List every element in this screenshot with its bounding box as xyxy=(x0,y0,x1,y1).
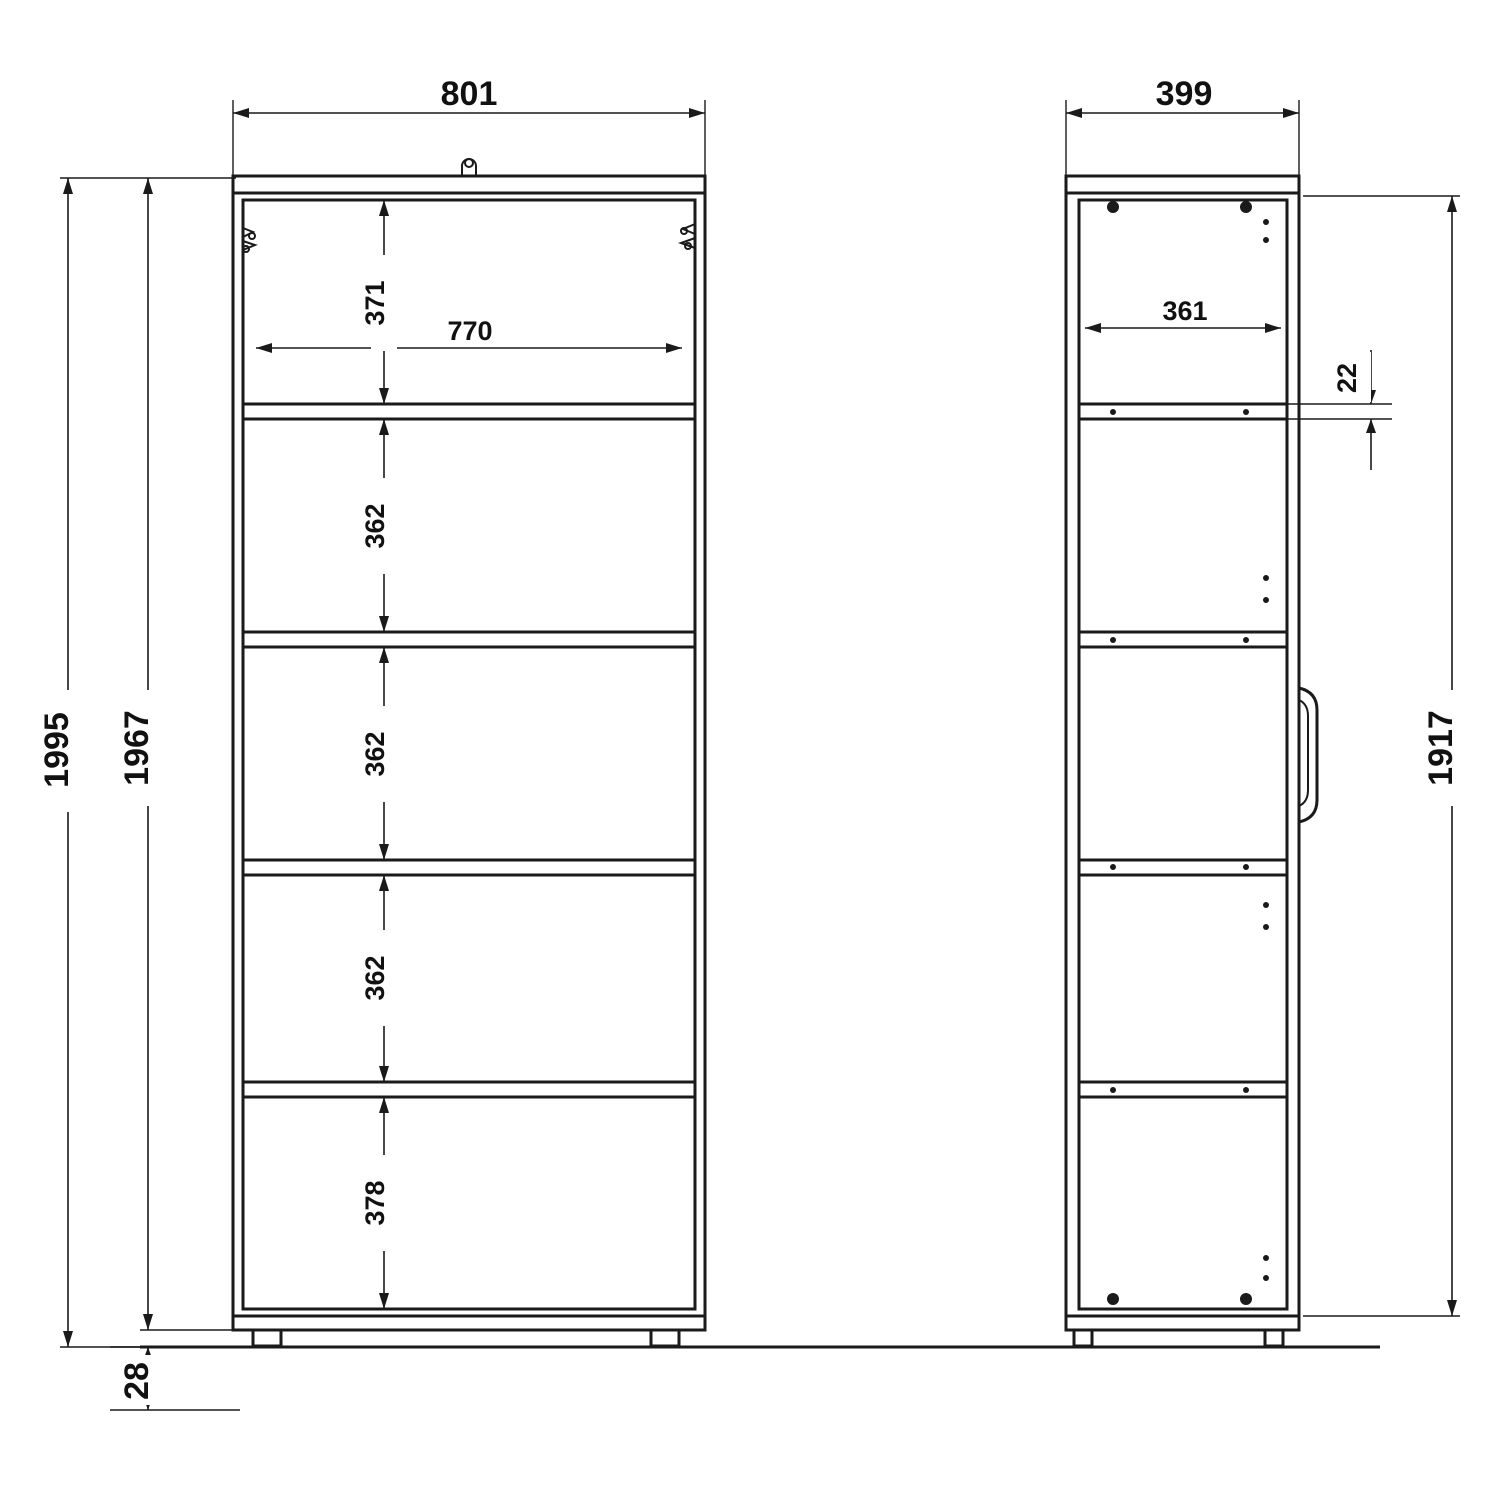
dim-label-overall-height: 1995 xyxy=(38,712,76,788)
dim-label-shelf-2: 362 xyxy=(360,503,390,549)
front-plinth xyxy=(233,1316,705,1330)
side-foot-back xyxy=(1265,1330,1283,1346)
dim-side-height xyxy=(1303,196,1468,1316)
dim-label-panel-thickness: 22 xyxy=(1332,362,1362,394)
front-top-knob-hole xyxy=(465,159,473,167)
side-foot-front xyxy=(1074,1330,1092,1346)
dim-label-front-width: 801 xyxy=(440,75,498,113)
dim-label-side-height: 1917 xyxy=(1422,710,1460,786)
dim-label-side-depth: 399 xyxy=(1155,75,1213,113)
side-top-panel xyxy=(1066,176,1299,193)
side-door-handle xyxy=(1299,688,1317,822)
dim-label-shelf-3: 362 xyxy=(360,731,390,777)
front-foot-left xyxy=(253,1330,281,1346)
dim-label-foot-height: 28 xyxy=(118,1362,156,1400)
side-carcass-outline xyxy=(1066,193,1299,1316)
front-top-panel xyxy=(233,176,705,193)
side-plinth xyxy=(1066,1316,1299,1330)
dim-label-shelf-4: 362 xyxy=(360,955,390,1001)
front-foot-right xyxy=(651,1330,679,1346)
front-carcass-outline xyxy=(233,193,705,1316)
dim-label-carcass-height: 1967 xyxy=(118,710,156,786)
dim-foot-height xyxy=(110,1347,240,1410)
dim-label-shelf-5: 378 xyxy=(360,1180,390,1226)
dim-panel-thickness xyxy=(1287,350,1392,470)
dim-label-front-inner-width: 770 xyxy=(447,316,493,346)
dim-side-depth xyxy=(1066,75,1299,180)
dim-label-shelf-1: 371 xyxy=(360,280,390,326)
dim-label-side-inner-depth: 361 xyxy=(1162,296,1208,326)
dim-front-width xyxy=(233,75,705,180)
side-view xyxy=(1066,176,1317,1346)
